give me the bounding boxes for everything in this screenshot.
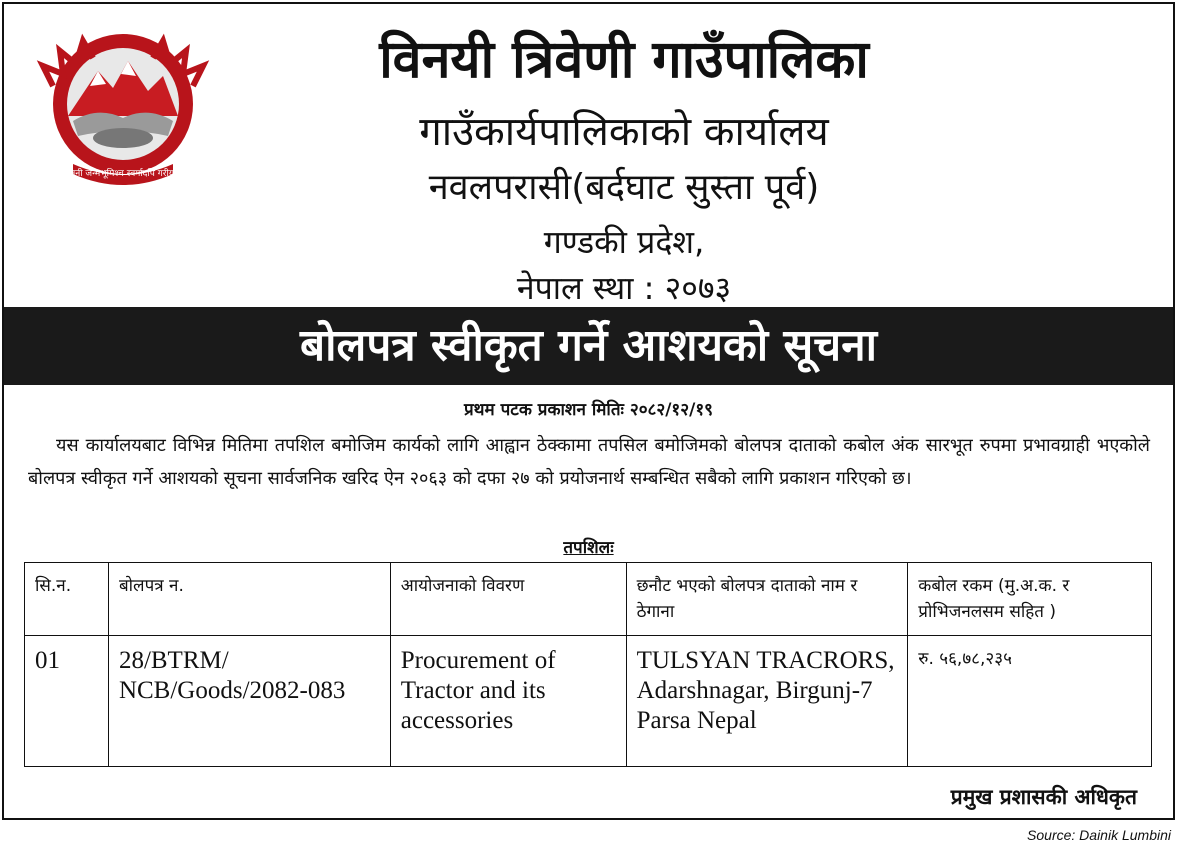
notice-frame bbox=[2, 2, 1175, 820]
bid-table bbox=[24, 562, 1152, 767]
notice-title-banner: बोलपत्र स्वीकृत गर्ने आशयको सूचना bbox=[4, 307, 1173, 385]
cell-bid-no: 28/BTRM/ NCB/Goods/2082-083 bbox=[108, 636, 390, 767]
details-heading: तपशिलः bbox=[563, 538, 614, 558]
source-credit: Source: Dainik Lumbini bbox=[1027, 827, 1171, 843]
emblem-motto: जननी जन्मभूमिश्च स्वर्गादपि गरीयसी bbox=[63, 169, 183, 179]
province-name: गण्डकी प्रदेश, bbox=[543, 223, 705, 261]
cell-bidder: TULSYAN TRACRORS, Adarshnagar, Birgunj-7 Parsa Nepal bbox=[626, 636, 908, 767]
table-row bbox=[25, 636, 1152, 767]
signature-title: प्रमुख प्रशासकी अधिकृत bbox=[950, 785, 1137, 809]
col-header-amount: कबोल रकम (मु.अ.क. र प्रोभिजनलसम सहित ) bbox=[908, 563, 1152, 636]
office-name: गाउँकार्यपालिकाको कार्यालय bbox=[419, 109, 829, 155]
col-header-project: आयोजनाको विवरण bbox=[390, 563, 626, 636]
municipality-title: विनयी त्रिवेणी गाउँपालिका bbox=[379, 30, 869, 90]
cell-sn: 01 bbox=[25, 636, 109, 767]
notice-paragraph: यस कार्यालयबाट विभिन्न मितिमा तपशिल बमोजिम कार्यको लागि आह्वान ठेक्कामा तपसिल बमोजिमको बोलपत्र दाताको कबोल अंक सारभूत रुपमा प्रभावग्राही भएकोले बोलपत्र स्वीकृत गर्ने आशयको सूचना सार्वजनिक खरिद ऐन २०६३ को दफा २७ को प्रयोजनार्थ सम्बन्धित सबैको लागि प्रकाशन गरिएको छ। bbox=[28, 435, 1150, 489]
cell-project: Procurement of Tractor and its accessories bbox=[390, 636, 626, 767]
cell-amount: रु. ५६,७८,२३५ bbox=[908, 636, 1152, 767]
table-header-row bbox=[25, 563, 1152, 636]
col-header-bidder: छनौट भएको बोलपत्र दाताको नाम र ठेगाना bbox=[626, 563, 908, 636]
publication-date: प्रथम पटक प्रकाशन मितिः २०८२/१२/१९ bbox=[463, 400, 714, 420]
nepal-emblem-icon bbox=[28, 26, 218, 186]
district-name: नवलपरासी(बर्दघाट सुस्ता पूर्व) bbox=[428, 167, 820, 208]
establishment-line: नेपाल स्था : २०७३ bbox=[516, 269, 732, 307]
col-header-bid-no: बोलपत्र न. bbox=[108, 563, 390, 636]
col-header-sn: सि.न. bbox=[25, 563, 109, 636]
